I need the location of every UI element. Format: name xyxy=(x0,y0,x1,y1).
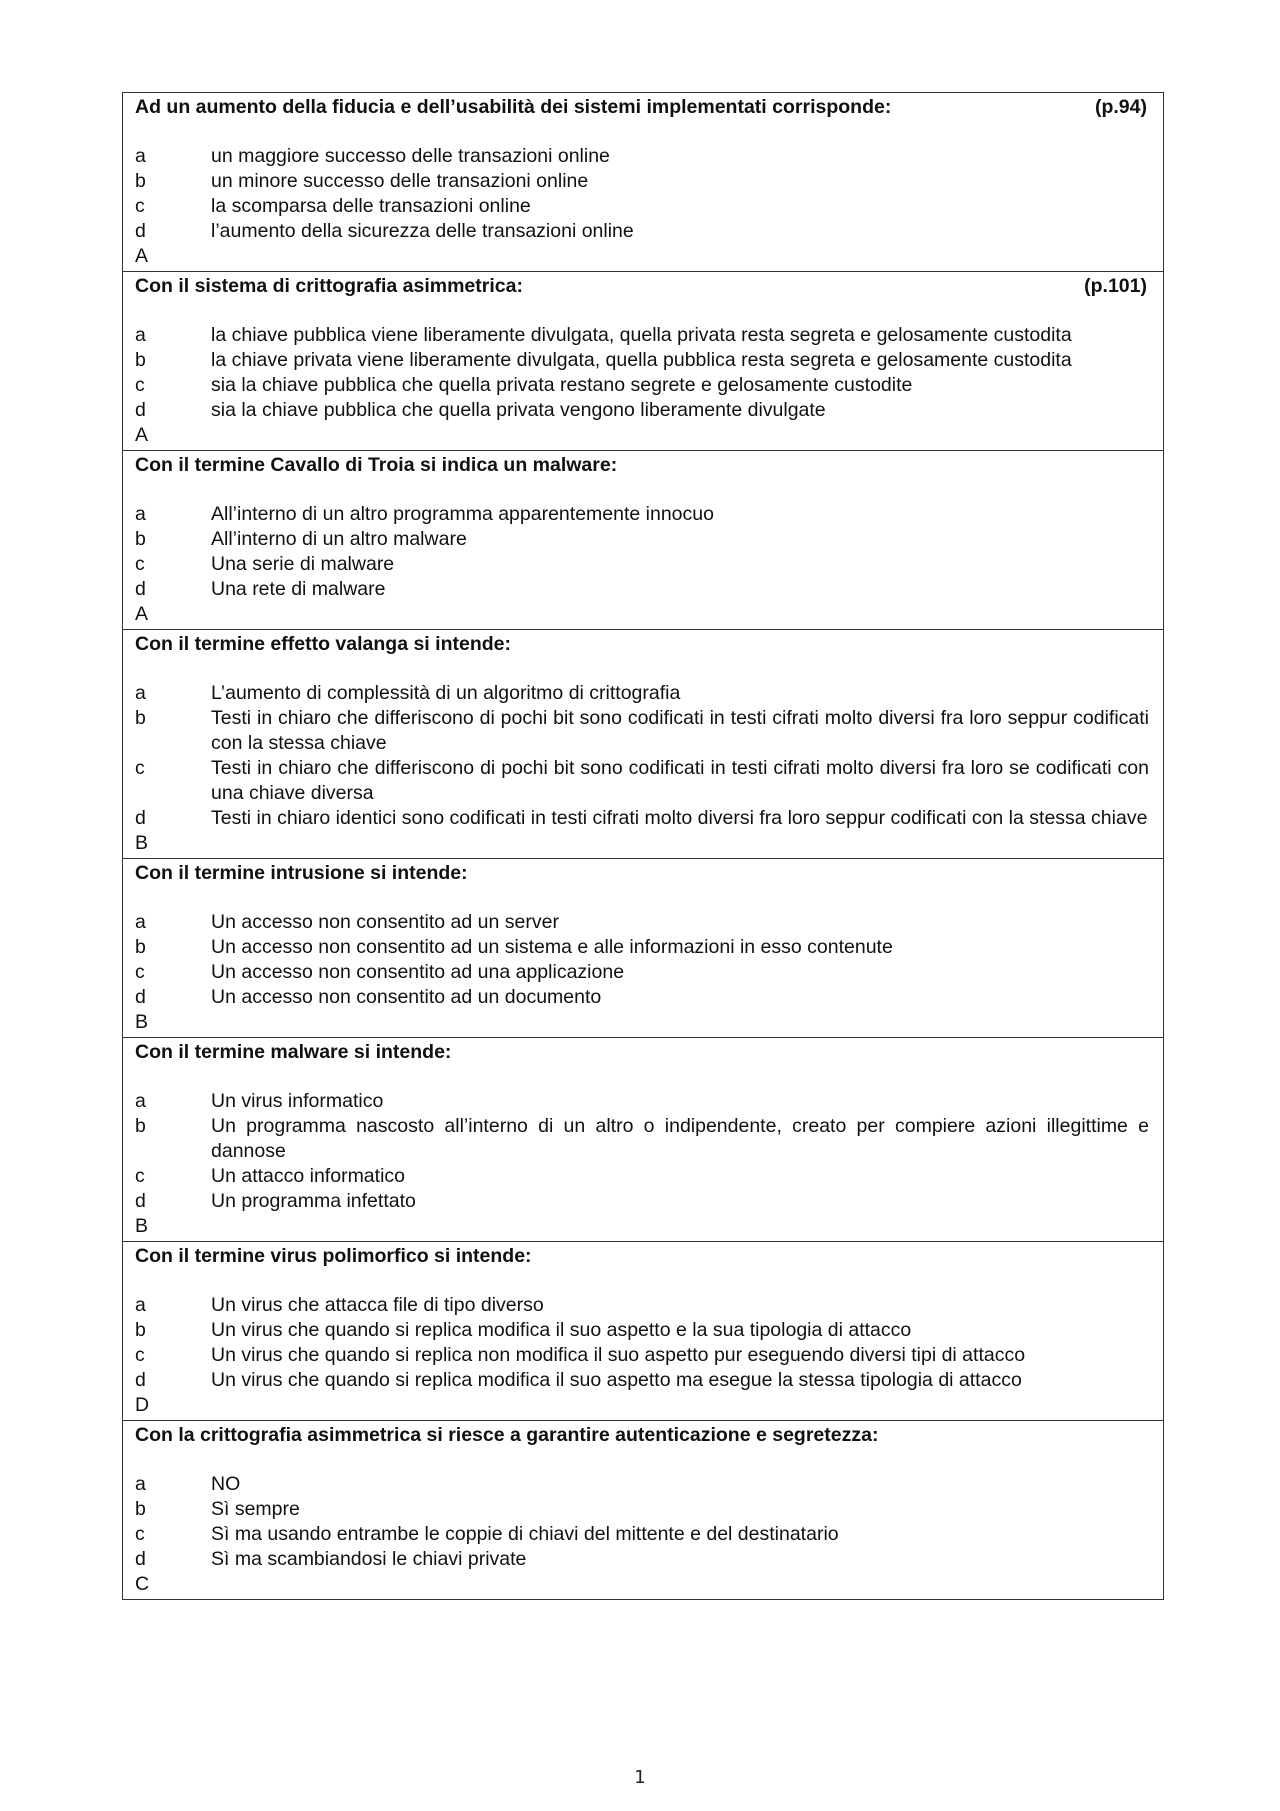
option-letter: a xyxy=(135,503,146,525)
page-reference xyxy=(1147,1244,1149,1269)
question-text: Con il termine intrusione si intende: xyxy=(135,862,468,884)
option-row xyxy=(135,1189,1149,1214)
spacer xyxy=(135,657,1149,681)
option-text: Testi in chiaro identici sono codificati in testi cifrati molto diversi fra loro seppur codificati con la stessa chiave xyxy=(211,807,1148,829)
option-text: Un virus che quando si replica modifica il suo aspetto ma esegue la stessa tipologia di attacco xyxy=(211,1369,1022,1391)
page-number: 1 xyxy=(634,1767,646,1788)
option-letter: a xyxy=(135,145,146,167)
correct-answer: B xyxy=(135,1011,149,1033)
option-row xyxy=(135,323,1149,348)
question-header xyxy=(135,861,1149,886)
option-letter: d xyxy=(135,220,146,242)
question-block xyxy=(123,858,1163,1037)
option-row xyxy=(135,1547,1149,1572)
correct-answer: B xyxy=(135,1215,149,1237)
correct-answer: A xyxy=(135,603,149,625)
option-row xyxy=(135,398,1149,423)
question-header xyxy=(135,1423,1149,1448)
option-row xyxy=(135,194,1149,219)
option-text: All’interno di un altro programma apparentemente innocuo xyxy=(211,503,714,525)
option-letter: d xyxy=(135,578,146,600)
option-row xyxy=(135,1293,1149,1318)
option-text: All’interno di un altro malware xyxy=(211,528,467,550)
option-text: Un virus che quando si replica non modifica il suo aspetto pur eseguendo diversi tipi di attacco xyxy=(211,1344,1026,1366)
option-row xyxy=(135,169,1149,194)
question-block xyxy=(123,629,1163,858)
option-letter: c xyxy=(135,1523,145,1545)
option-row xyxy=(135,1368,1149,1393)
option-text: NO xyxy=(211,1473,241,1495)
option-text: Un programma infettato xyxy=(211,1190,416,1212)
option-row xyxy=(135,706,1149,756)
option-text: Un accesso non consentito ad un sistema e alle informazioni in esso contenute xyxy=(211,936,893,958)
option-letter: b xyxy=(135,1319,146,1341)
option-row xyxy=(135,373,1149,398)
option-text: Un attacco informatico xyxy=(211,1165,406,1187)
option-letter: b xyxy=(135,936,146,958)
page-reference xyxy=(1147,453,1149,478)
option-row xyxy=(135,527,1149,552)
option-letter: c xyxy=(135,961,145,983)
page-reference xyxy=(1147,632,1149,657)
option-text: un maggiore successo delle transazioni online xyxy=(211,145,610,167)
option-row xyxy=(135,1522,1149,1547)
option-text: Sì ma usando entrambe le coppie di chiavi del mittente e del destinatario xyxy=(211,1523,839,1545)
option-text: L’aumento di complessità di un algoritmo di crittografia xyxy=(211,682,681,704)
option-row xyxy=(135,960,1149,985)
spacer xyxy=(135,1448,1149,1472)
option-letter: d xyxy=(135,807,146,829)
option-letter: c xyxy=(135,374,145,396)
correct-answer: A xyxy=(135,245,149,267)
option-letter: d xyxy=(135,399,146,421)
question-block xyxy=(123,450,1163,629)
option-row xyxy=(135,348,1149,373)
option-row xyxy=(135,1472,1149,1497)
option-text: Un accesso non consentito ad un server xyxy=(211,911,559,933)
option-letter: c xyxy=(135,553,145,575)
option-text: la chiave privata viene liberamente divulgata, quella pubblica resta segreta e gelosamente custodita xyxy=(211,349,1072,371)
option-row xyxy=(135,219,1149,244)
page-reference: (p.94) xyxy=(1094,96,1147,118)
question-block xyxy=(123,1241,1163,1420)
question-text: Con la crittografia asimmetrica si riesce a garantire autenticazione e segretezza: xyxy=(135,1424,879,1446)
option-row xyxy=(135,985,1149,1010)
page-reference xyxy=(1147,1423,1149,1448)
option-text: Un accesso non consentito ad una applicazione xyxy=(211,961,625,983)
option-letter: b xyxy=(135,1498,146,1520)
option-text: Testi in chiaro che differiscono di pochi bit sono codificati in testi cifrati molto diversi fra loro seppur codificati con la stessa chiave xyxy=(211,707,1149,754)
option-text: Un virus informatico xyxy=(211,1090,384,1112)
question-block xyxy=(123,93,1163,271)
option-text: Un programma nascosto all’interno di un altro o indipendente, creato per compiere azioni illegittime e dannose xyxy=(211,1115,1149,1162)
option-letter: a xyxy=(135,324,146,346)
option-letter: d xyxy=(135,986,146,1008)
option-letter: c xyxy=(135,1165,145,1187)
page-reference: (p.101) xyxy=(1084,275,1147,297)
option-row xyxy=(135,502,1149,527)
correct-answer: C xyxy=(135,1573,150,1595)
option-letter: d xyxy=(135,1548,146,1570)
option-text: sia la chiave pubblica che quella privata vengono liberamente divulgate xyxy=(211,399,826,421)
option-letter: d xyxy=(135,1190,146,1212)
question-text: Con il termine virus polimorfico si intende: xyxy=(135,1245,532,1267)
question-header xyxy=(135,1040,1149,1065)
option-letter: c xyxy=(135,1344,145,1366)
option-letter: a xyxy=(135,911,146,933)
option-row xyxy=(135,577,1149,602)
option-text: la scomparsa delle transazioni online xyxy=(211,195,531,217)
option-text: Un virus che quando si replica modifica il suo aspetto e la sua tipologia di attacco xyxy=(211,1319,912,1341)
page-reference xyxy=(1147,861,1149,886)
option-row xyxy=(135,756,1149,806)
question-header xyxy=(135,274,1149,299)
spacer xyxy=(135,886,1149,910)
question-text: Con il termine malware si intende: xyxy=(135,1041,452,1063)
question-header xyxy=(135,1244,1149,1269)
question-text: Ad un aumento della fiducia e dell’usabilità dei sistemi implementati corrisponde: xyxy=(135,96,892,118)
option-letter: b xyxy=(135,707,146,729)
question-header xyxy=(135,453,1149,478)
question-header xyxy=(135,632,1149,657)
option-row xyxy=(135,910,1149,935)
question-text: Con il termine Cavallo di Troia si indica un malware: xyxy=(135,454,618,476)
option-row xyxy=(135,552,1149,577)
correct-answer: A xyxy=(135,424,149,446)
option-text: Testi in chiaro che differiscono di pochi bit sono codificati in testi cifrati molto diversi fra loro se codificati con una chiave diversa xyxy=(211,757,1149,804)
option-letter: a xyxy=(135,682,146,704)
option-text: Un accesso non consentito ad un documento xyxy=(211,986,602,1008)
option-letter: a xyxy=(135,1473,146,1495)
option-text: l’aumento della sicurezza delle transazioni online xyxy=(211,220,634,242)
option-letter: b xyxy=(135,1115,146,1137)
option-letter: b xyxy=(135,170,146,192)
option-text: Una serie di malware xyxy=(211,553,395,575)
quiz-table xyxy=(122,92,1164,1600)
option-text: Sì sempre xyxy=(211,1498,300,1520)
spacer xyxy=(135,1269,1149,1293)
option-row xyxy=(135,1497,1149,1522)
option-letter: d xyxy=(135,1369,146,1391)
option-letter: c xyxy=(135,195,145,217)
correct-answer: B xyxy=(135,832,149,854)
option-row xyxy=(135,806,1149,831)
spacer xyxy=(135,299,1149,323)
option-letter: b xyxy=(135,349,146,371)
spacer xyxy=(135,120,1149,144)
option-text: un minore successo delle transazioni online xyxy=(211,170,589,192)
option-row xyxy=(135,681,1149,706)
question-text: Con il sistema di crittografia asimmetrica: xyxy=(135,275,523,297)
question-block xyxy=(123,1420,1163,1599)
option-text: Un virus che attacca file di tipo diverso xyxy=(211,1294,544,1316)
option-text: sia la chiave pubblica che quella privata restano segrete e gelosamente custodite xyxy=(211,374,913,396)
option-row xyxy=(135,1089,1149,1114)
spacer xyxy=(135,1065,1149,1089)
spacer xyxy=(135,478,1149,502)
question-block xyxy=(123,1037,1163,1241)
correct-answer: D xyxy=(135,1394,150,1416)
option-row xyxy=(135,144,1149,169)
option-row xyxy=(135,1343,1149,1368)
question-text: Con il termine effetto valanga si intende: xyxy=(135,633,511,655)
option-text: Sì ma scambiandosi le chiavi private xyxy=(211,1548,527,1570)
option-row xyxy=(135,1318,1149,1343)
option-row xyxy=(135,1114,1149,1164)
option-text: Una rete di malware xyxy=(211,578,386,600)
page-reference xyxy=(1147,1040,1149,1065)
question-header xyxy=(135,95,1149,120)
question-block xyxy=(123,271,1163,450)
option-letter: a xyxy=(135,1294,146,1316)
option-letter: c xyxy=(135,757,145,779)
option-row xyxy=(135,935,1149,960)
option-text: la chiave pubblica viene liberamente divulgata, quella privata resta segreta e gelosamente custodita xyxy=(211,324,1072,346)
option-letter: a xyxy=(135,1090,146,1112)
option-letter: b xyxy=(135,528,146,550)
option-row xyxy=(135,1164,1149,1189)
